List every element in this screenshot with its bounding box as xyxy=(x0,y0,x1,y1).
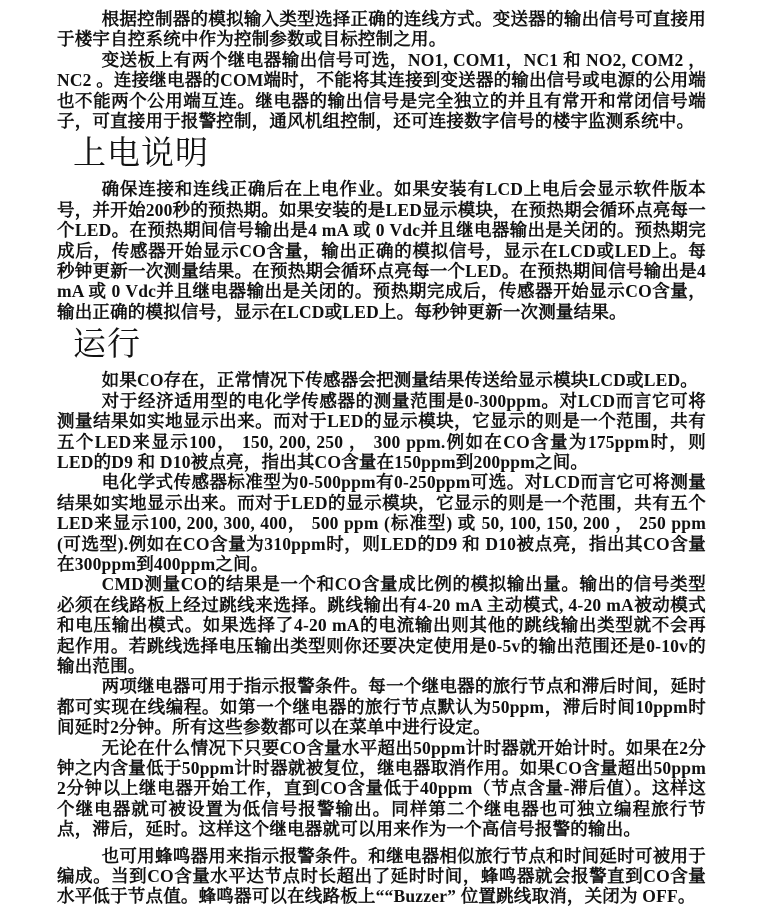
operation-paragraph-buzzer: 也可用蜂鸣器用来指示报警条件。和继电器相似旅行节点和时间延时可被用于编成。当到CO含量水平达节点时长超出了延时时间，蜂鸣器就会报警直到CO含量水平低于节点值。蜂鸣器可以在线路板上““Buzzer” 位置跳线取消，关闭为 OFF。 xyxy=(57,845,706,907)
intro-paragraph-wiring: 根据控制器的模拟输入类型选择正确的连线方式。变送器的输出信号可直接用于楼宇自控系统中作为控制参数或目标控制之用。 xyxy=(57,9,706,50)
operation-paragraph-relay-programming: 两项继电器可用于指示报警条件。每一个继电器的旅行节点和滞后时间，延时都可实现在线编程。如第一个继电器的旅行节点默认为50ppm，滞后时间10ppm时间延时2分钟。所有这些参数都可以在菜单中进行设定。 xyxy=(57,676,706,738)
operation-paragraph-economy-range: 对于经济适用型的电化学传感器的测量范围是0-300ppm。对LCD而言它可将测量结果如实地显示出来。而对于LED的显示模块，它显示的则是一个范围，共有五个LED来显示100， 150, 200, 250 ， 300 ppm.例如在CO含量为175ppm时，则LED的D9 和 D10被点亮，指出其CO含量在150ppm到200ppm之间。 xyxy=(57,390,706,472)
operation-paragraph-output-jumper: CMD测量CO的结果是一个和CO含量成比例的模拟输出量。输出的信号类型必须在线路板上经过跳线来选择。跳线输出有4-20 mA 主动模式, 4-20 mA被动模式和电压输出模式。如果选择了4-20 mA的电流输出则其他的跳线输出类型就不会再起作用。若跳线选择电压输出类型则你还要决定使用是0-5v的输出范围还是0-10v的输出范围。 xyxy=(57,574,706,676)
section-heading-power-on-instructions: 上电说明 xyxy=(73,136,209,173)
intro-paragraph-relay-outputs: 变送板上有两个继电器输出信号可选，NO1, COM1，NC1 和 NO2, COM2 ，NC2 。连接继电器的COM端时，不能将其连接到变送器的输出信号或电源的公用端也不能两个公用端互连。继电器的输出信号是完全独立的并且有常开和常闭信号端子，可直接用于报警控制，通风机组控制，还可连接数字信号的楼宇监测系统中。 xyxy=(57,49,706,132)
operation-paragraph-alarm-timer: 无论在什么情况下只要CO含量水平超出50ppm计时器就开始计时。如果在2分钟之内含量低于50ppm计时器就被复位，继电器取消作用。如果CO含量超出50ppm 2分钟以上继电器开始工作，直到CO含量低于40ppm（节点含量-滞后值）。这样这个继电器就可被设置为低信号报警输出。同样第二个继电器也可独立编程旅行节点，滞后，延时。这样这个继电器就可以用来作为一个高信号报警的输出。 xyxy=(57,737,706,840)
operation-paragraph-display: 如果CO存在，正常情况下传感器会把测量结果传送给显示模块LCD或LED。 xyxy=(101,370,699,391)
section-heading-operation: 运行 xyxy=(73,327,141,364)
power-on-paragraph-warmup: 确保连接和连线正确后在上电作业。如果安装有LCD上电后会显示软件版本号，并开始200秒的预热期。如果安装的是LED显示模块，在预热期会循环点亮每一个LED。在预热期间信号输出是4 mA 或 0 Vdc并且继电器输出是关闭的。预热期完成后，传感器开始显示CO含量，输出正确的模拟信号，显示在LCD或LED上。每秒钟更新一次测量结果。在预热期会循环点亮每一个LED。在预热期间信号输出是4 mA 或 0 Vdc并且继电器输出是关闭的。预热期完成后，传感器开始显示CO含量，输出正确的模拟信号，显示在LCD或LED上。每秒钟更新一次测量结果。 xyxy=(57,179,706,322)
operation-paragraph-standard-range: 电化学式传感器标准型为0-500ppm有0-250ppm可选。对LCD而言它可将测量结果如实地显示出来。而对于LED的显示模块，它显示的则是一个范围，共有五个LED来显示100, 200, 300, 400， 500 ppm (标准型) 或 50, 100, 150, 200 ， 250 ppm (可选型).例如在CO含量为310ppm时，则LED的D9 和 D10被点亮，指出其CO含量在300ppm到400ppm之间。 xyxy=(57,472,706,574)
